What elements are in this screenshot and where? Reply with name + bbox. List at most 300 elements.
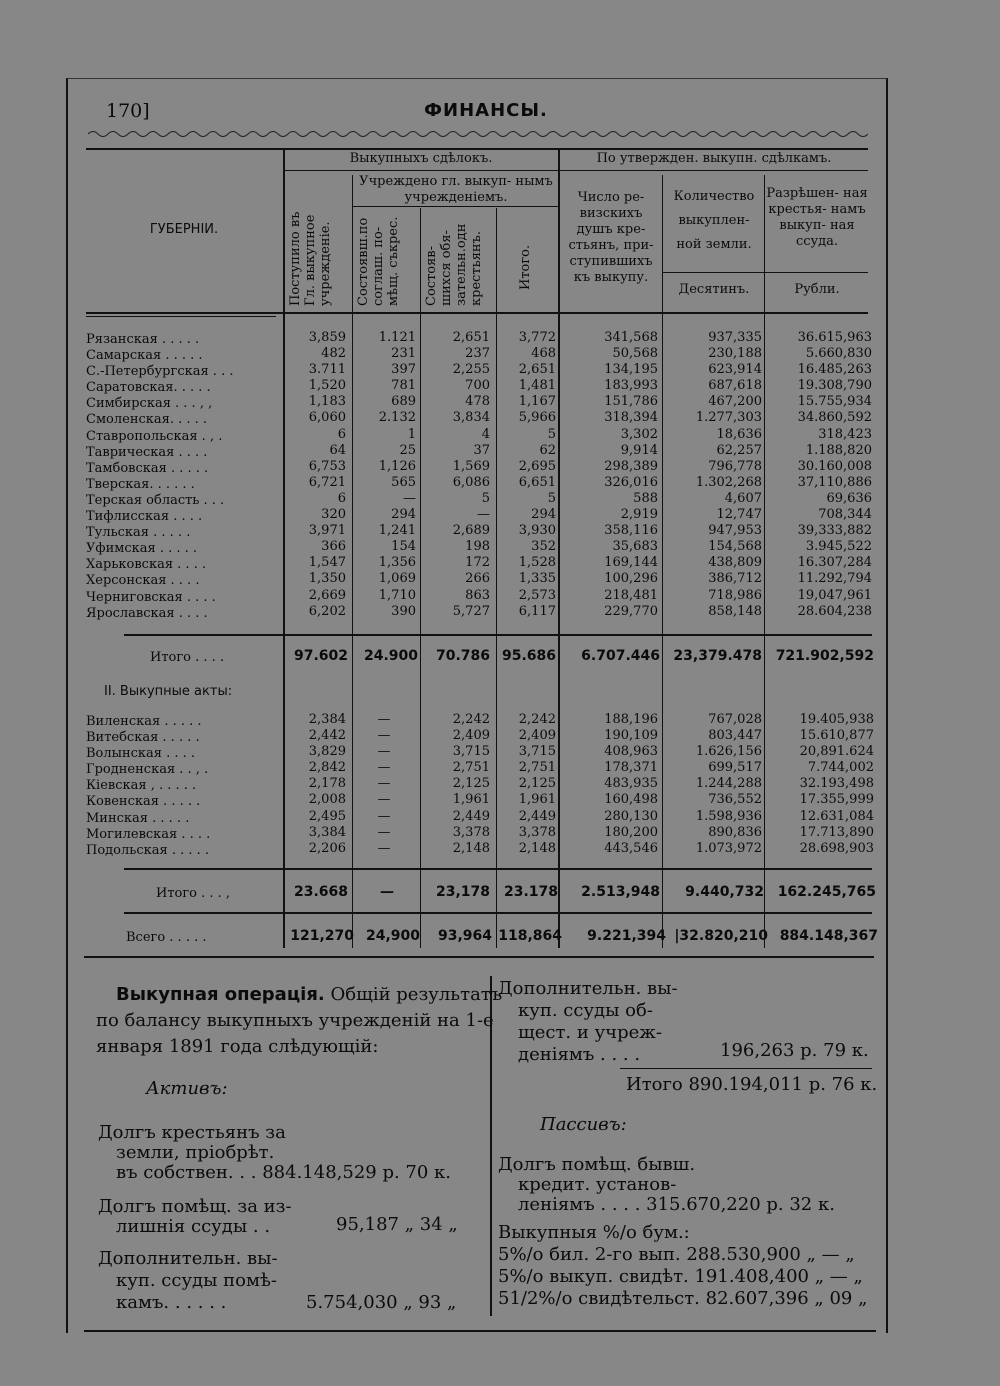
table-cell: — — [377, 824, 391, 840]
table-cell: Виленская . . . . . — [86, 714, 202, 729]
table-cell: 229,770 — [604, 603, 658, 619]
section1-total-demand: 70.786 — [435, 648, 490, 664]
table-cell: 12,747 — [716, 507, 762, 523]
table-cell: 1,481 — [518, 378, 556, 394]
table-cell: 5,966 — [518, 410, 556, 426]
table-cell: 1.302,268 — [695, 474, 762, 490]
passiv-2-line-4: 51/2%/o свидѣтельст. 82.607,396 „ 09 „ — [498, 1288, 868, 1309]
table-cell: 2,242 — [518, 712, 556, 727]
passiv-heading: Пассивъ: — [540, 1114, 627, 1135]
section2-total-received: 23.668 — [293, 884, 348, 900]
table-cell: 2,651 — [452, 330, 490, 345]
table-cell: 178,371 — [604, 760, 658, 776]
table-cell: 358,116 — [604, 523, 658, 539]
table-cell: 11.292,794 — [797, 571, 872, 587]
table-cell: Подольская . . . . . — [86, 842, 210, 858]
table-cell: 2,409 — [452, 728, 490, 744]
table-cell: 231 — [391, 346, 416, 362]
table-head-rule-2 — [86, 316, 276, 317]
table-cell: 318,423 — [818, 426, 872, 442]
right-1-line-4: деніямъ . . . . — [518, 1044, 641, 1065]
table-cell: Тифлисская . . . . — [86, 509, 203, 525]
table-cell: 1,520 — [308, 378, 346, 394]
table-cell: Черниговская . . . . — [86, 589, 216, 605]
table-cell: 588 — [633, 490, 658, 506]
table-cell: Терская область . . . — [86, 492, 225, 508]
intro-line-1-text: Общій результатъ — [330, 984, 503, 1005]
table-cell: 35,683 — [612, 539, 658, 555]
table-cell: Рязанская . . . . . — [86, 332, 200, 347]
table-cell: 2,125 — [518, 776, 556, 792]
table-cell: 803,447 — [708, 728, 762, 744]
loan-unit: Рубли. — [794, 282, 840, 297]
grand-total-received: 121,270 — [290, 928, 354, 944]
table-cell: 767,028 — [708, 712, 762, 727]
table-cell: 5 — [481, 490, 490, 506]
table-cell: 1.626,156 — [695, 744, 762, 760]
table-cell: 1,528 — [518, 555, 556, 571]
table-cell: 25 — [399, 442, 416, 458]
table-cell: 482 — [321, 346, 346, 362]
table-cell: — — [377, 792, 391, 808]
table-cell: 20,891.624 — [799, 744, 874, 760]
table-cell: 1,569 — [452, 458, 490, 474]
table-cell: 4,607 — [724, 490, 762, 506]
table-cell: 781 — [391, 378, 416, 394]
wavy-rule — [88, 128, 868, 138]
section2-total-column — [498, 712, 556, 857]
grand-total-total: 118,864 — [498, 928, 562, 944]
section2-loan-column — [766, 712, 874, 857]
col-rule — [352, 175, 353, 948]
table-cell: Волынская . . . . — [86, 746, 196, 762]
table-cell: 28.698,903 — [799, 840, 874, 856]
table-cell: Ярославская . . . . — [86, 605, 208, 621]
table-cell: 366 — [321, 539, 346, 555]
table-cell: 467,200 — [708, 394, 762, 410]
table-cell: 34.860,592 — [797, 410, 872, 426]
grand-total-loan: 884.148,367 — [779, 928, 878, 944]
table-cell: 1,710 — [378, 587, 416, 603]
table-cell: 352 — [531, 539, 556, 555]
grand-total-demand: 93,964 — [437, 928, 492, 944]
table-cell: 6,202 — [308, 603, 346, 619]
table-cell: 2,178 — [308, 776, 346, 792]
aktiv-2-line-2: лишнія ссуды . . — [116, 1216, 271, 1237]
intro-bold: Выкупная операція. — [116, 984, 325, 1005]
table-cell: 3.945,522 — [805, 539, 872, 555]
passiv-2-line-3: 5%/o выкуп. свидѣт. 191.408,400 „ — „ — [498, 1266, 863, 1287]
table-cell: Минская . . . . . — [86, 810, 190, 826]
table-cell: 1,241 — [378, 523, 416, 539]
table-cell: Тверская. . . . . . — [86, 476, 195, 492]
aktiv-3-value: 5.754,030 „ 93 „ — [306, 1292, 457, 1313]
table-cell: Ковенская . . . . . — [86, 794, 201, 810]
land-header: Количество выкуплен- ной земли. — [673, 189, 755, 252]
section2-received-column — [284, 712, 346, 857]
table-cell: 2,751 — [518, 760, 556, 776]
table-cell: 3,384 — [308, 824, 346, 840]
table-head-rule — [86, 312, 868, 314]
group2-header: По утвержден. выкупн. сдѣлкамъ. — [596, 151, 832, 166]
table-cell: 478 — [465, 394, 490, 410]
table-cell: 1,335 — [518, 571, 556, 587]
table-cell: 294 — [531, 507, 556, 523]
loan-header: Разрѣшен- ная крестья- намъ выкуп- ная ссуда. — [766, 186, 868, 249]
table-cell: 947,953 — [708, 523, 762, 539]
section2-total-total: 23.178 — [503, 884, 558, 900]
table-cell: Таврическая . . . . — [86, 444, 208, 460]
table-cell: 180,200 — [604, 824, 658, 840]
table-cell: 5,727 — [452, 603, 490, 619]
table-cell: С.-Петербургская . . . — [86, 364, 234, 380]
table-cell: 858,148 — [708, 603, 762, 619]
section2-land-column — [664, 712, 762, 857]
table-cell: 64 — [329, 442, 346, 458]
table-cell: 62 — [539, 442, 556, 458]
table-cell: 3,971 — [308, 523, 346, 539]
table-cell: 1.277,303 — [695, 410, 762, 426]
grand-total-label: Всего . . . . . — [126, 930, 207, 945]
aktiv-3-line-3: камъ. . . . . . — [116, 1292, 227, 1313]
page-bottom-rule — [84, 1330, 876, 1332]
aktiv-3-line-2: куп. ссуды помѣ- — [116, 1270, 277, 1291]
aktiv-3-line-1: Дополнительн. вы- — [98, 1248, 278, 1269]
table-cell: 1,126 — [378, 458, 416, 474]
section2-total-demand: 23,178 — [435, 884, 490, 900]
table-cell: 183,993 — [604, 378, 658, 394]
section1-demand-column — [422, 330, 490, 620]
table-cell: — — [377, 776, 391, 792]
table-cell: 6,753 — [308, 458, 346, 474]
table-cell: 2,449 — [452, 808, 490, 824]
table-cell: 294 — [391, 507, 416, 523]
table-cell: 1.244,288 — [695, 776, 762, 792]
table-cell: 2,242 — [452, 712, 490, 727]
souls-header: Число ре- визскихъ душъ кре- стьянъ, при- ступившихъ къ выкупу. — [568, 190, 654, 285]
table-cell: 17.355,999 — [799, 792, 874, 808]
table-cell: 1,356 — [378, 555, 416, 571]
table-cell: 1.073,972 — [695, 840, 762, 856]
table-cell: 9,914 — [620, 442, 658, 458]
table-cell: Самарская . . . . . — [86, 348, 203, 364]
table-cell: 5 — [547, 490, 556, 506]
table-cell: 17.713,890 — [799, 824, 874, 840]
table-cell: 2,409 — [518, 728, 556, 744]
passiv-1-line-1: Долгъ помѣщ. бывш. — [498, 1154, 696, 1175]
table-cell: 6,651 — [518, 474, 556, 490]
section2-total-souls: 2.513,948 — [581, 884, 660, 900]
col-rule — [496, 208, 497, 948]
land-unit: Десятинъ. — [678, 282, 750, 297]
right-1-value: 196,263 р. 79 к. — [720, 1040, 869, 1061]
table-cell: 1 — [407, 426, 416, 442]
table-cell: 12.631,084 — [799, 808, 874, 824]
table-cell: 318,394 — [604, 410, 658, 426]
passiv-1-line-2: кредит. установ- — [518, 1174, 677, 1195]
group-rule — [352, 206, 558, 207]
section1-land-column — [664, 330, 762, 620]
table-cell: 15.610,877 — [799, 728, 874, 744]
group1-header: Выкупныхъ сдѣлокъ. — [349, 151, 493, 166]
table-cell: 3,302 — [620, 426, 658, 442]
table-cell: — — [377, 808, 391, 824]
table-cell: 198 — [465, 539, 490, 555]
grand-total-agreement: 24,900 — [365, 928, 420, 944]
table-cell: 1,961 — [452, 792, 490, 808]
table-cell: 1,547 — [308, 555, 346, 571]
section1-total-rule — [124, 634, 872, 636]
table-cell: 2,695 — [518, 458, 556, 474]
table-cell: 2,442 — [308, 728, 346, 744]
section2-total-rule — [124, 868, 872, 870]
table-cell: 16.307,284 — [797, 555, 872, 571]
table-cell: 37 — [473, 442, 490, 458]
grand-total-souls: 9.221,394 — [587, 928, 666, 944]
table-cell: — — [477, 507, 490, 523]
table-cell: 699,517 — [708, 760, 762, 776]
section1-agreement-column — [354, 330, 416, 620]
table-cell: 266 — [465, 571, 490, 587]
table-cell: Ставропольская . , . — [86, 428, 223, 444]
table-cell: 16.485,263 — [797, 362, 872, 378]
aktiv-heading: Активъ: — [146, 1078, 228, 1099]
table-cell: 2,449 — [518, 808, 556, 824]
table-cell: 6,721 — [308, 474, 346, 490]
page-number: 170] — [106, 100, 150, 122]
passiv-2-line-2: 5%/o бил. 2-го вып. 288.530,900 „ — „ — [498, 1244, 855, 1265]
table-cell: 718,986 — [708, 587, 762, 603]
table-cell: 3,859 — [308, 330, 346, 345]
table-cell: 18,636 — [716, 426, 762, 442]
table-cell: 39,333,882 — [797, 523, 872, 539]
table-cell: 565 — [391, 474, 416, 490]
table-cell: 134,195 — [604, 362, 658, 378]
aktiv-1-line-3: въ собствен. . . 884.148,529 р. 70 к. — [116, 1162, 452, 1183]
table-cell: 890,836 — [708, 824, 762, 840]
table-cell: 19,047,961 — [797, 587, 872, 603]
table-cell: 30.160,008 — [797, 458, 872, 474]
table-cell: — — [377, 760, 391, 776]
table-cell: 2,919 — [620, 507, 658, 523]
table-cell: 1.121 — [378, 330, 416, 345]
section1-loan-column — [766, 330, 872, 620]
table-cell: 151,786 — [604, 394, 658, 410]
table-cell: 468 — [531, 346, 556, 362]
table-cell: 408,963 — [604, 744, 658, 760]
section2-title: II. Выкупные акты: — [104, 684, 233, 699]
table-cell: Харьковская . . . . — [86, 557, 207, 573]
section2-agreement-column — [354, 712, 414, 857]
right-1-line-3: щест. и учреж- — [518, 1022, 662, 1043]
section1-total-souls: 6.707.446 — [581, 648, 660, 664]
itogo-rule — [620, 1068, 872, 1069]
table-cell: 32.193,498 — [799, 776, 874, 792]
table-cell: — — [377, 744, 391, 760]
table-cell: Кіевская , . . . . . — [86, 778, 197, 794]
section1-souls-column — [560, 330, 658, 620]
table-cell: 341,568 — [604, 330, 658, 345]
aktiv-2-line-1: Долгъ помѣщ. за из- — [98, 1196, 292, 1217]
table-cell: 796,778 — [708, 458, 762, 474]
grand-total-land: |32.820,210 — [674, 928, 768, 944]
table-cell: 3,834 — [452, 410, 490, 426]
table-cell: 623,914 — [708, 362, 762, 378]
table-cell: 2,008 — [308, 792, 346, 808]
table-cell: 6,060 — [308, 410, 346, 426]
grand-total-rule — [124, 912, 872, 914]
table-cell: 1.188,820 — [805, 442, 872, 458]
table-cell: 3,378 — [452, 824, 490, 840]
group-rule — [283, 170, 558, 171]
table-cell: 438,809 — [708, 555, 762, 571]
table-cell: — — [377, 712, 391, 727]
table-cell: 3,715 — [452, 744, 490, 760]
table-cell: 19.405,938 — [799, 712, 874, 727]
aktiv-1-line-2: земли, пріобрѣт. — [116, 1142, 275, 1163]
table-cell: 2,148 — [518, 840, 556, 856]
intro-line-2: по балансу выкупныхъ учрежденій на 1-е — [96, 1010, 494, 1031]
section1-total-total: 95.686 — [501, 648, 556, 664]
page-title: ФИНАНСЫ. — [424, 100, 548, 121]
table-cell: 3,772 — [518, 330, 556, 345]
table-cell: 62,257 — [716, 442, 762, 458]
table-cell: 7.744,002 — [807, 760, 874, 776]
received-header: Поступило въ Гл. выкупное учрежденіе. — [288, 211, 333, 306]
table-cell: 320 — [321, 507, 346, 523]
table-top-rule — [86, 148, 868, 150]
table-cell: Уфимская . . . . . — [86, 541, 198, 557]
section1-province-names — [86, 332, 282, 622]
table-cell: Витебская . . . . . — [86, 730, 200, 746]
table-cell: 218,481 — [604, 587, 658, 603]
section2-souls-column — [560, 712, 658, 857]
table-cell: 326,016 — [604, 474, 658, 490]
table-cell: 169,144 — [604, 555, 658, 571]
table-cell: 172 — [465, 555, 490, 571]
section1-received-column — [284, 330, 346, 620]
table-cell: 237 — [465, 346, 490, 362]
table-cell: 6 — [337, 490, 346, 506]
section2-total-label: Итого . . . , — [156, 886, 231, 901]
table-cell: Тамбовская . . . . . — [86, 460, 209, 476]
table-cell: 19.308,790 — [797, 378, 872, 394]
table-cell: Могилевская . . . . — [86, 826, 211, 842]
table-cell: 863 — [465, 587, 490, 603]
table-cell: 397 — [391, 362, 416, 378]
right-1-line-2: куп. ссуды об- — [518, 1000, 653, 1021]
table-cell: 937,335 — [708, 330, 762, 345]
table-cell: 28.604,238 — [797, 603, 872, 619]
right-1-line-1: Дополнительн. вы- — [498, 978, 678, 999]
table-cell: 15.755,934 — [797, 394, 872, 410]
table-cell: 4 — [481, 426, 490, 442]
table-cell: 154 — [391, 539, 416, 555]
table-cell: 483,935 — [604, 776, 658, 792]
section1-total-column — [498, 330, 556, 620]
table-cell: — — [377, 728, 391, 744]
table-cell: 689 — [391, 394, 416, 410]
table-cell: 443,546 — [604, 840, 658, 856]
table-cell: Херсонская . . . . — [86, 573, 200, 589]
table-cell: 390 — [391, 603, 416, 619]
table-cell: 1,961 — [518, 792, 556, 808]
section1-total-received: 97.602 — [293, 648, 348, 664]
table-cell: — — [403, 490, 416, 506]
table-cell: 3,378 — [518, 824, 556, 840]
intro-line-1 — [116, 982, 502, 1008]
table-cell: Саратовская. . . . . — [86, 380, 211, 396]
table-cell: 154,568 — [708, 539, 762, 555]
table-cell: 3,930 — [518, 523, 556, 539]
total-header: Итого. — [518, 244, 533, 290]
table-cell: 3,715 — [518, 744, 556, 760]
table-cell: 2,206 — [308, 840, 346, 856]
table-cell: 700 — [465, 378, 490, 394]
table-cell: 708,344 — [818, 507, 872, 523]
table-cell: 2,125 — [452, 776, 490, 792]
section2-total-agreement: — — [380, 884, 394, 900]
section1-total-agreement: 24.900 — [363, 648, 418, 664]
section1-total-land: 23,379.478 — [673, 648, 762, 664]
table-cell: Гродненская . . , . — [86, 762, 209, 778]
table-cell: 298,389 — [604, 458, 658, 474]
table-cell: 2,751 — [452, 760, 490, 776]
table-cell: 2,573 — [518, 587, 556, 603]
table-cell: 1,167 — [518, 394, 556, 410]
section2-total-land: 9.440,732 — [685, 884, 764, 900]
agreement-header: Состоявш.по соглаш. по- мѣщ. съкрес. — [356, 216, 401, 306]
section1-total-label: Итого . . . . — [150, 650, 225, 665]
table-cell: 1,183 — [308, 394, 346, 410]
aktiv-2-value: 95,187 „ 34 „ — [336, 1214, 458, 1235]
table-cell: 5 — [547, 426, 556, 442]
table-cell: 5.660,830 — [805, 346, 872, 362]
table-cell: 2.132 — [378, 410, 416, 426]
table-cell: 160,498 — [604, 792, 658, 808]
section2-demand-column — [422, 712, 490, 857]
table-cell: 3.711 — [308, 362, 346, 378]
aktiv-1-line-1: Долгъ крестьянъ за — [98, 1122, 286, 1143]
table-cell: 188,196 — [604, 712, 658, 727]
table-cell: 2,384 — [308, 712, 346, 727]
table-cell: 1.598,936 — [695, 808, 762, 824]
table-cell: 280,130 — [604, 808, 658, 824]
table-cell: 386,712 — [708, 571, 762, 587]
table-cell: 2,148 — [452, 840, 490, 856]
table-cell: 2,495 — [308, 808, 346, 824]
table-cell: 100,296 — [604, 571, 658, 587]
table-cell: 736,552 — [708, 792, 762, 808]
passiv-2-line-1: Выкупныя %/o бум.: — [498, 1222, 690, 1243]
intro-line-3: января 1891 года слѣдующій: — [96, 1036, 379, 1057]
table-cell: 37,110,886 — [797, 474, 872, 490]
col-rule — [662, 175, 663, 948]
col-rule — [764, 175, 765, 948]
table-cell: 2,689 — [452, 523, 490, 539]
table-cell: 2,669 — [308, 587, 346, 603]
table-cell: 6,117 — [518, 603, 556, 619]
table-cell: 190,109 — [604, 728, 658, 744]
table-cell: 687,618 — [708, 378, 762, 394]
passiv-1-line-3: леніямъ . . . . 315.670,220 р. 32 к. — [518, 1194, 835, 1215]
section2-total-loan: 162.245,765 — [777, 884, 876, 900]
table-cell: 50,568 — [612, 346, 658, 362]
col-rule — [420, 208, 421, 948]
section1-total-loan: 721.902,592 — [775, 648, 874, 664]
table-cell: 69,636 — [826, 490, 872, 506]
table-cell: Смоленская. . . . . — [86, 412, 208, 428]
